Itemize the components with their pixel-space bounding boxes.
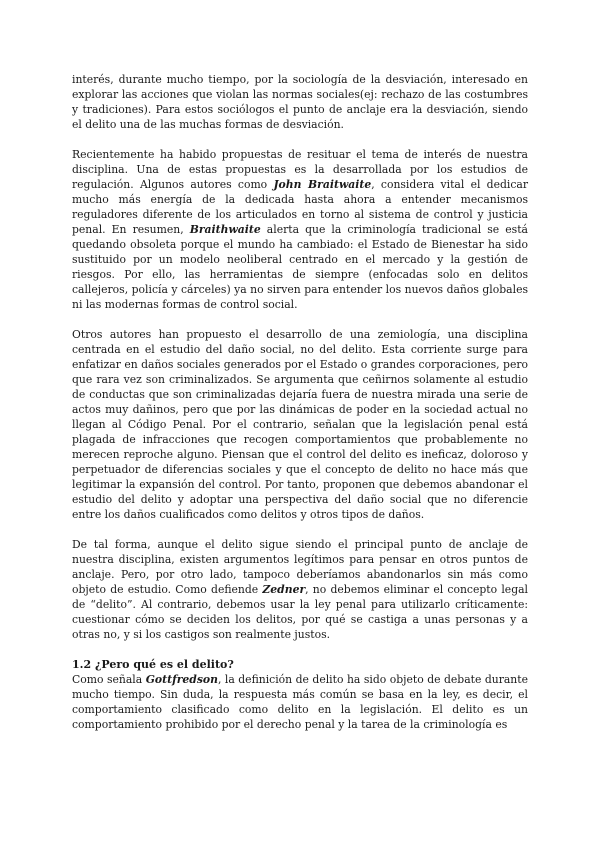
- document-page: [72, 72, 528, 732]
- paragraph-deviation: [72, 72, 528, 132]
- text-run: alerta que la criminología tradicional se está quedando obsoleta porque el mundo ha cambiado: el Estado de Bienestar ha sido sustituido por un modelo neoliberal centrado en el mercado y la gestión de riesgos. Por ello, las herramientas de siempre (enfocadas solo en delitos callejeros, policía y cárceles) ya no sirven para entender los nuevos daños globales ni las modernas formas de control social.: [72, 223, 528, 311]
- paragraph-regulation: [72, 147, 528, 312]
- author-name: Zedner: [262, 583, 306, 596]
- text-run: , no debemos eliminar el concepto legal de “delito”. Al contrario, debemos usar la ley penal para utilizarlo críticamente: cuestionar cómo se deciden los delitos, por qué se castiga a unas personas y a otras no, y si los castigos son realmente justos.: [72, 583, 528, 641]
- author-name: John Braitwaite: [273, 178, 372, 191]
- text-run: , la definición de delito ha sido objeto de debate durante mucho tiempo. Sin duda, la respuesta más común se basa en la ley, es decir, el comportamiento clasificado como delito en la legislación. El delito es un comportamiento prohibido por el derecho penal y la tarea de la criminología es: [72, 673, 528, 731]
- author-name: Braithwaite: [189, 223, 261, 236]
- paragraph-zemiology: [72, 327, 528, 522]
- text-run: De tal forma, aunque el delito sigue siendo el principal punto de anclaje de nuestra disciplina, existen argumentos legítimos para pensar en otros puntos de anclaje. Pero, por otro lado, tampoco deberíamos abandonarlos sin más como objeto de estudio. Como defiende: [72, 538, 528, 596]
- text-run: Como señala: [72, 673, 146, 686]
- paragraph-definition: [72, 672, 528, 732]
- text-run: , considera vital el dedicar mucho más energía de la dedicada hasta ahora a entender mecanismos reguladores diferente de los articulados en torno al sistema de control y justicia penal. En resumen,: [72, 178, 528, 236]
- text-run: Recientemente ha habido propuestas de resituar el tema de interés de nuestra disciplina. Una de estas propuestas es la desarrollada por los estudios de regulación. Algunos autores como: [72, 148, 528, 191]
- text-run: interés, durante mucho tiempo, por la sociología de la desviación, interesado en explorar las acciones que violan las normas sociales(ej: rechazo de las costumbres y tradiciones). Para estos sociólogos el punto de anclaje era la desviación, siendo el delito una de las muchas formas de desviación.: [72, 73, 528, 131]
- text-run: Otros autores han propuesto el desarrollo de una zemiología, una disciplina centrada en el estudio del daño social, no del delito. Esta corriente surge para enfatizar en daños sociales generados por el Estado o grandes corporaciones, pero que rara vez son criminalizados. Se argumenta que ceñirnos solamente al estudio de conductas que son criminalizadas dejaría fuera de nuestra mirada una serie de actos muy dañinos, pero que por las dinámicas de poder en la sociedad actual no llegan al Código Penal. Por el contrario, señalan que la legislación penal está plagada de infracciones que recogen comportamientos que probablemente no merecen reproche alguno. Piensan que el control del delito es ineficaz, doloroso y perpetuador de diferencias sociales y que el concepto de delito no hace más que legitimar la expansión del control. Por tanto, proponen que debemos abandonar el estudio del delito y adoptar una perspectiva del daño social que no diferencie entre los daños cualificados como delitos y otros tipos de daños.: [72, 328, 528, 521]
- section-heading: 1.2 ¿Pero qué es el delito?: [72, 658, 234, 671]
- author-name: Gottfredson: [145, 673, 218, 686]
- paragraph-anchor-point: [72, 537, 528, 642]
